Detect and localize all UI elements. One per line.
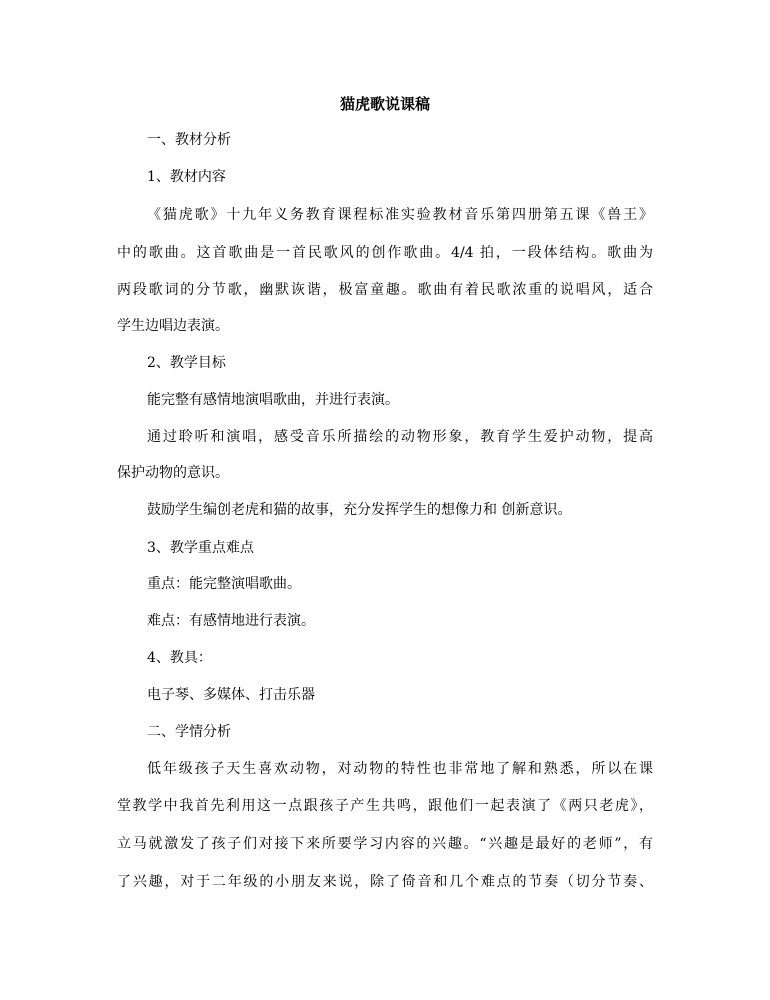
subheading-textbook-content: 1、教材内容 bbox=[147, 169, 226, 185]
paragraph-line: 鼓励学生编创老虎和猫的故事，充分发挥学生的想像力和 创新意识。 bbox=[147, 502, 572, 518]
paragraph-line: 低年级孩子天生喜欢动物，对动物的特性也非常地了解和熟悉，所以在课 bbox=[147, 761, 653, 777]
subheading-teaching-aids: 4、教具： bbox=[147, 650, 212, 666]
subheading-teaching-goals: 2、教学目标 bbox=[147, 355, 226, 371]
paragraph-line: 能完整有感情地演唱歌曲，并进行表演。 bbox=[147, 392, 399, 408]
subheading-key-points: 3、教学重点难点 bbox=[147, 540, 254, 556]
paragraph-line: 重点：能完整演唱歌曲。 bbox=[147, 576, 301, 592]
paragraph-line: 学生边唱边表演。 bbox=[117, 318, 229, 334]
paragraph-line: 保护动物的意识。 bbox=[117, 465, 229, 481]
section-heading-student-analysis: 二、学情分析 bbox=[147, 724, 231, 740]
document-title: 猫虎歌说课稿 bbox=[339, 95, 430, 113]
paragraph-line: 电子琴、多媒体、打击乐器 bbox=[147, 687, 315, 703]
paragraph-line: 堂教学中我首先利用这一点跟孩子产生共鸣，跟他们一起表演了《两只老虎》， bbox=[117, 798, 653, 814]
paragraph-line: 通过聆听和演唱，感受音乐所描绘的动物形象，教育学生爱护动物，提高 bbox=[147, 429, 653, 445]
paragraph-line: 立马就激发了孩子们对接下来所要学习内容的兴趣。“兴趣是最好的老师”，有 bbox=[117, 836, 653, 852]
paragraph-line: 两段歌词的分节歌，幽默诙谐，极富童趣。歌曲有着民歌浓重的说唱风，适合 bbox=[117, 282, 653, 298]
section-heading-textbook-analysis: 一、教材分析 bbox=[147, 132, 231, 148]
paragraph-line: 《猫虎歌》十九年义务教育课程标准实验教材音乐第四册第五课《兽王》 bbox=[147, 207, 653, 223]
paragraph-line: 中的歌曲。这首歌曲是一首民歌风的创作歌曲。4/4 拍，一段体结构。歌曲为 bbox=[117, 245, 653, 261]
paragraph-line: 了兴趣，对于二年级的小朋友来说，除了倚音和几个难点的节奏（切分节奏、 bbox=[117, 874, 653, 890]
paragraph-line: 难点：有感情地进行表演。 bbox=[147, 613, 315, 629]
